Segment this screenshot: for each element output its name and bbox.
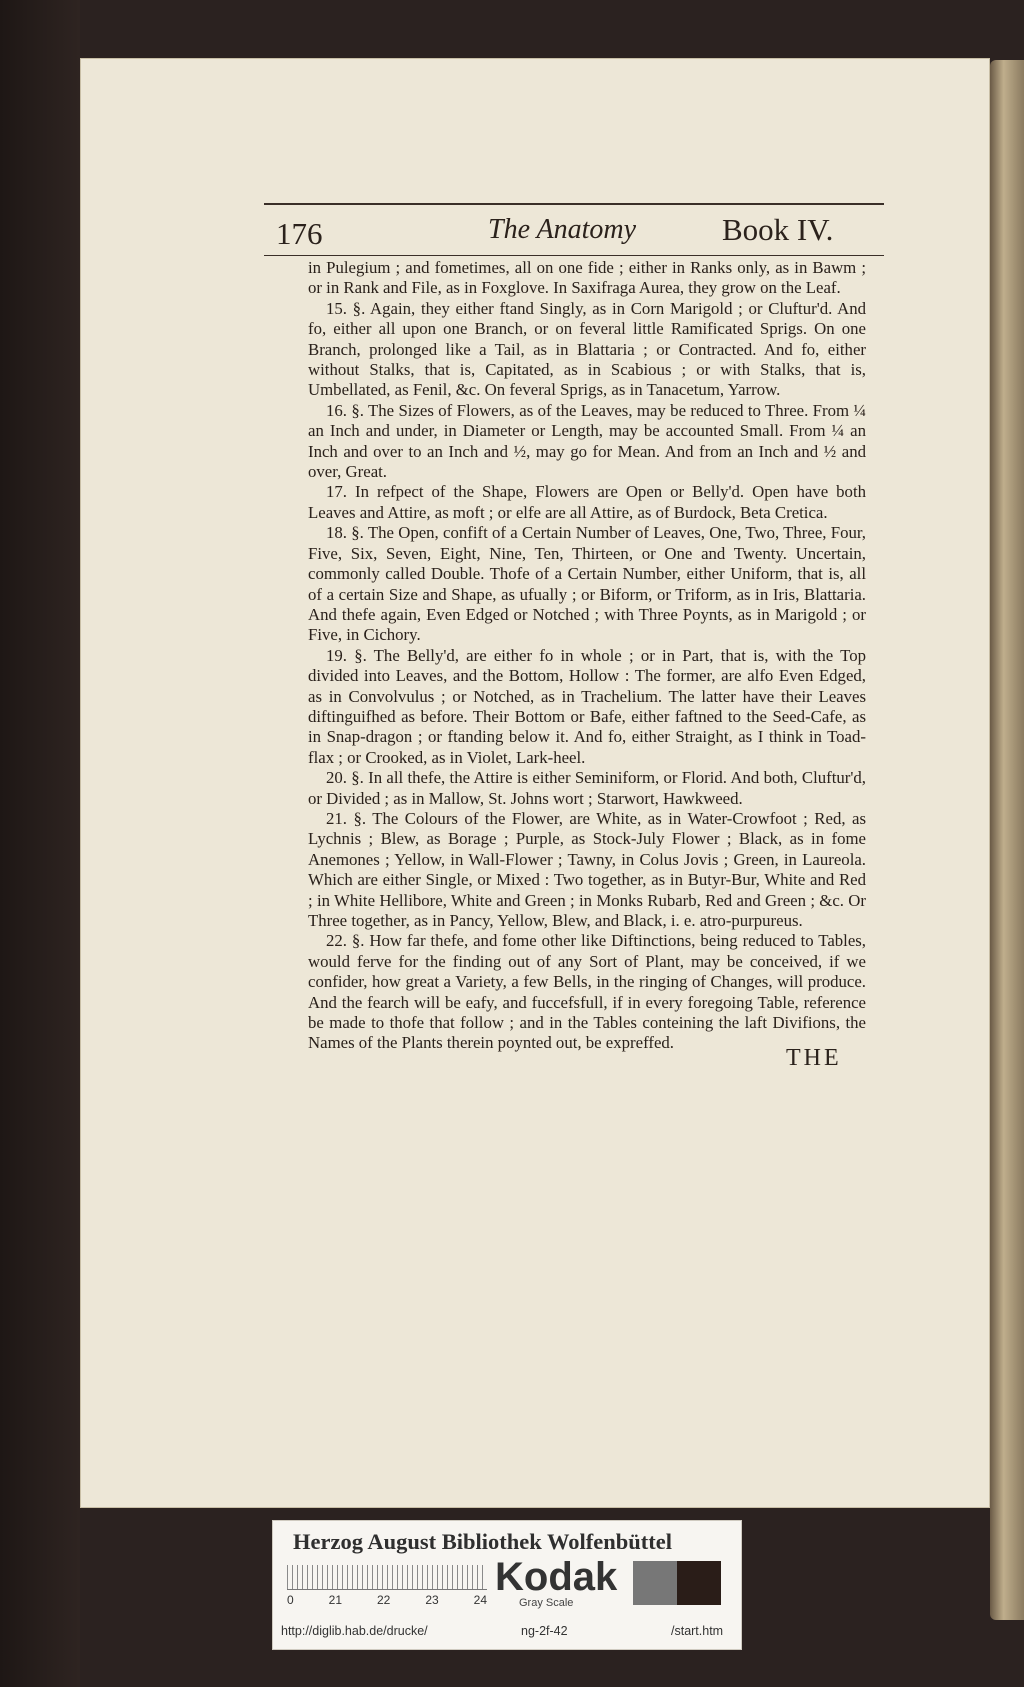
paragraph-18: 18. §. The Open, confift of a Certain Number of Leaves, One, Two, Three, Four, Five, Six, Seven, Eight, Nine, Ten, Thirteen, or One and Twenty. Uncertain, commonly called Double. Thofe of a Certain Number, either Uniform, that is, all of a certain Size and Shape, as ufually ; or Biform, or Triform, as in Iris, Blattaria. And thefe again, Even Edged or Notched ; with Three Poynts, as in Marigold ; or Five, in Cichory. xyxy=(308,523,866,645)
paragraph-20: 20. §. In all thefe, the Attire is either Seminiform, or Florid. And both, Cluftur'd, or Divided ; as in Mallow, St. Johns wort ; Starwort, Hawkweed. xyxy=(308,768,866,808)
ruler-label: 22 xyxy=(376,1593,391,1607)
start-link: /start.htm xyxy=(671,1624,724,1638)
ruler-label: 23 xyxy=(425,1593,439,1607)
page-edge xyxy=(990,60,1024,1620)
scale-ruler xyxy=(287,1565,487,1590)
page-number: 176 xyxy=(276,216,323,251)
library-title: Herzog August Bibliothek Wolfenbüttel xyxy=(293,1529,672,1554)
paragraph-22: 22. §. How far thefe, and fome other like Diftinctions, being reduced to Tables, would ferve for the finding out of any Sort of Plant, may be conceived, if we confider, how great a Variety, a few Bells, in the ringing of Changes, will produce. And the fearch will be eafy, and fuccefsfull, if in every foregoing Table, reference be made to thofe that follow ; and in the Tables conteining the laft Divifions, the Names of the Plants therein poynted out, be expreffed. xyxy=(308,931,866,1053)
ruler-label: 24 xyxy=(473,1593,487,1607)
dark-swatch xyxy=(677,1561,721,1605)
gray-swatch xyxy=(633,1561,677,1605)
kodak-logo: Kodak xyxy=(495,1555,618,1599)
paragraph-continuation: in Pulegium ; and fometimes, all on one fide ; either in Ranks only, as in Bawm ; or in Rank and File, as in Foxglove. In Saxifraga Aurea, they grow on the Leaf. xyxy=(308,258,866,298)
paragraph-16: 16. §. The Sizes of Flowers, as of the Leaves, may be reduced to Three. From ¼ an Inch and under, in Diameter or Length, may be accounted Small. From ¼ an Inch and over to an Inch and ½, may go for Mean. And from an Inch and ½ and over, Great. xyxy=(308,400,866,482)
paragraph-19: 19. §. The Belly'd, are either fo in whole ; or in Part, that is, with the Top divided into Leaves, and the Bottom, Hollow : The former, are alfo Even Edged, as in Convolvulus ; or Notched, as in Trachelium. The latter have their Leaves diftinguifhed as before. Their Bottom or Bafe, either faftned to the Seed-Cafe, as in Snap-dragon ; or ftanding below it. And fo, either Straight, as I think in Toad-flax ; or Crooked, as in Violet, Lark-heel. xyxy=(308,645,866,767)
scan-backdrop xyxy=(0,0,80,1687)
catchword: THE xyxy=(786,1045,842,1071)
body-text xyxy=(308,258,866,1054)
ruler-label: 0 xyxy=(287,1593,294,1607)
ruler-label: 21 xyxy=(328,1593,343,1607)
ruler-labels xyxy=(287,1593,487,1607)
library-url: http://diglib.hab.de/drucke/ xyxy=(281,1624,428,1638)
header-rule-lower xyxy=(264,255,884,256)
library-card xyxy=(272,1520,742,1650)
header-rule xyxy=(264,203,884,205)
paragraph-17: 17. In refpect of the Shape, Flowers are Open or Belly'd. Open have both Leaves and Attire, as moft ; or elfe are all Attire, as of Burdock, Beta Cretica. xyxy=(308,482,866,522)
gray-scale-label: Gray Scale xyxy=(519,1597,574,1609)
running-head: The Anatomy xyxy=(488,214,637,245)
book-label: Book IV. xyxy=(722,212,834,247)
paragraph-21: 21. §. The Colours of the Flower, are White, as in Water-Crowfoot ; Red, as Lychnis ; Blew, as Borage ; Purple, as Stock-July Flower ; Black, as in fome Anemones ; Yellow, in Wall-Flower ; Tawny, in Colus Jovis ; Green, in Laureola. Which are either Single, or Mixed : Two together, as in Butyr-Bur, White and Red ; in White Hellibore, White and Green ; in Monks Rubarb, Red and Green ; &c. Or Three together, as in Pancy, Yellow, Blew, and Black, i. e. atro-purpureus. xyxy=(308,808,866,930)
shelfmark: ng-2f-42 xyxy=(521,1624,568,1638)
paragraph-15: 15. §. Again, they either ftand Singly, as in Corn Marigold ; or Cluftur'd. And fo, either all upon one Branch, or on feveral little Ramificated Sprigs. On one Branch, prolonged like a Tail, as in Blattaria ; or Contracted. And fo, either without Stalks, that is, Capitated, as in Scabious ; or with Stalks, that is, Umbellated, as Fenil, &c. On feveral Sprigs, as in Tanacetum, Yarrow. xyxy=(308,298,866,400)
